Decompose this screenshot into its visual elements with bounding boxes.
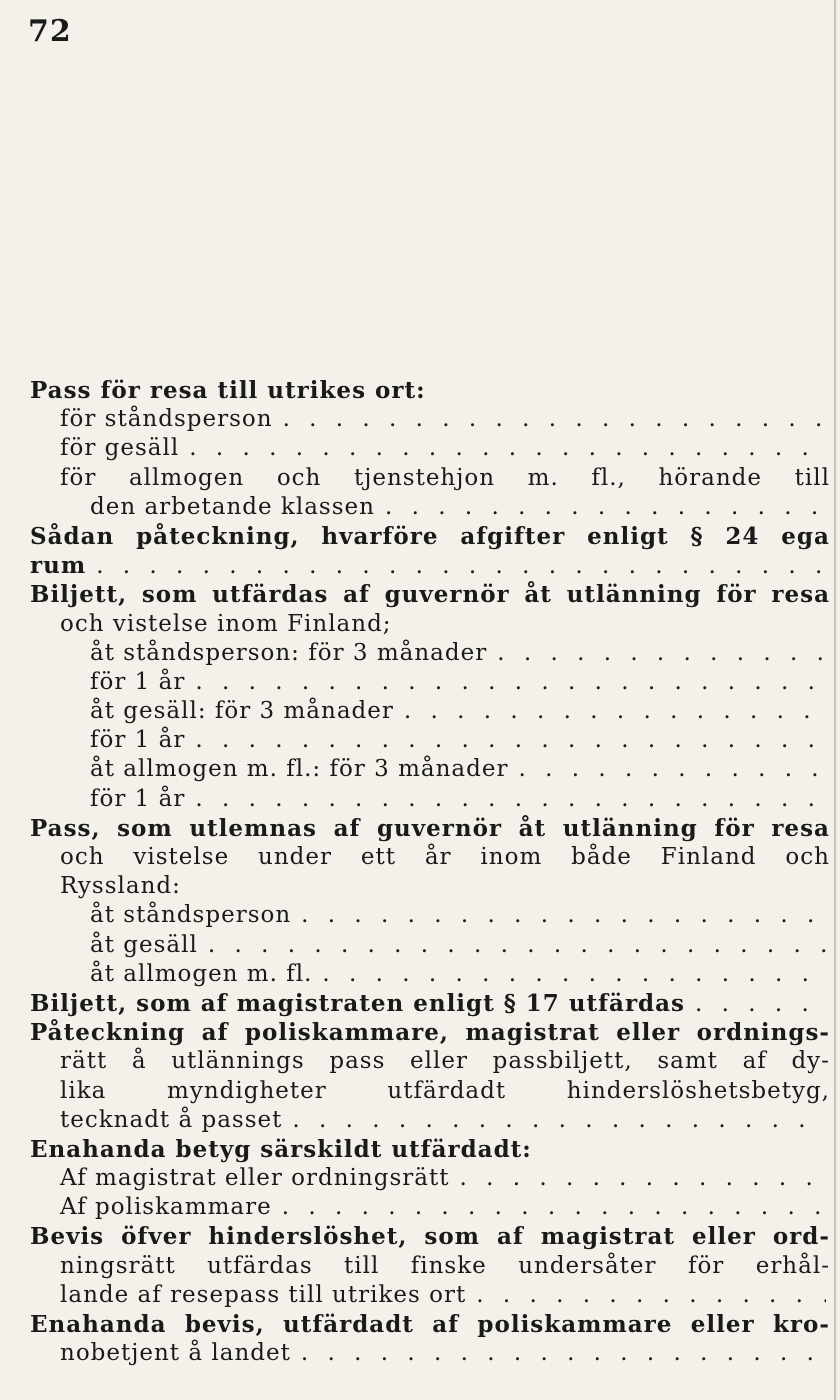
text-line <box>30 989 830 1018</box>
page-edge <box>834 0 836 1400</box>
line-text: och vistelse inom Finland; <box>60 610 392 637</box>
line-text: ningsrätt utfärdas till finske undersåter för erhål- <box>60 1252 830 1279</box>
text-line <box>30 1310 830 1339</box>
text-line <box>30 755 830 784</box>
dot-leader <box>189 434 826 463</box>
text-line <box>30 551 830 580</box>
dot-leader <box>497 639 826 668</box>
line-text: åt allmogen m. fl.: för 3 månader <box>90 756 509 783</box>
line-text: tecknadt å passet <box>60 1106 283 1133</box>
text-line <box>30 522 830 551</box>
text-line <box>30 668 830 697</box>
text-line <box>30 434 830 463</box>
dot-leader <box>282 1193 826 1222</box>
text-line <box>30 697 830 726</box>
dot-leader <box>695 990 826 1019</box>
text-line <box>30 931 830 960</box>
text-line <box>30 843 830 872</box>
text-line <box>30 726 830 755</box>
text-line <box>30 814 830 843</box>
text-line <box>30 1164 830 1193</box>
dot-leader <box>195 785 826 814</box>
line-text: Pass, som utlemnas af guvernör åt utlänning för resa <box>30 814 830 842</box>
line-text: Bevis öfver hinderslöshet, som af magistrat eller ord- <box>30 1223 830 1251</box>
text-line <box>30 960 830 989</box>
text-line <box>30 1252 830 1281</box>
dot-leader <box>96 552 826 581</box>
line-text: för gesäll <box>60 435 180 462</box>
text-line <box>30 1339 830 1368</box>
line-text: för ståndsperson <box>60 406 273 433</box>
dot-leader <box>459 1164 826 1193</box>
text-line <box>30 1135 830 1164</box>
line-text: Biljett, som utfärdas af guvernör åt utlänning för resa <box>30 581 830 609</box>
text-line <box>30 493 830 522</box>
line-text: för allmogen och tjenstehjon m. fl., hörande till <box>60 464 830 491</box>
line-text: åt ståndsperson: för 3 månader <box>90 639 488 666</box>
text-line <box>30 376 830 405</box>
text-line <box>30 1281 830 1310</box>
line-text: Pass för resa till utrikes ort: <box>30 377 426 404</box>
line-text: lika myndigheter utfärdadt hinderslöshetsbetyg, <box>60 1077 830 1104</box>
dot-leader <box>283 405 826 434</box>
dot-leader <box>301 1339 826 1368</box>
line-text: den arbetande klassen <box>90 493 375 520</box>
dot-leader <box>322 960 826 989</box>
dot-leader <box>404 697 826 726</box>
text-line <box>30 1077 830 1106</box>
line-text: Påteckning af poliskammare, magistrat eller ordnings- <box>30 1019 830 1047</box>
text-line <box>30 1193 830 1222</box>
dot-leader <box>208 931 826 960</box>
text-line <box>30 464 830 493</box>
line-text: åt gesäll <box>90 931 198 958</box>
dot-leader <box>385 493 826 522</box>
line-text: Ryssland: <box>60 873 181 900</box>
dot-leader <box>301 901 826 930</box>
text-line <box>30 872 830 901</box>
dot-leader <box>476 1281 826 1310</box>
line-text: åt allmogen m. fl. <box>90 960 313 987</box>
text-line <box>30 610 830 639</box>
line-text: Sådan påteckning, hvarföre afgifter enligt § 24 ega <box>30 522 830 550</box>
line-text: Enahanda betyg särskildt utfärdadt: <box>30 1135 532 1163</box>
text-line <box>30 1222 830 1251</box>
text-line <box>30 1106 830 1135</box>
text-line <box>30 1047 830 1076</box>
line-text: rätt å utlännings pass eller passbiljett, samt af dy- <box>60 1048 830 1075</box>
line-text: Af magistrat eller ordningsrätt <box>60 1165 450 1192</box>
text-line <box>30 405 830 434</box>
text-line <box>30 580 830 609</box>
line-text: åt gesäll: för 3 månader <box>90 698 394 725</box>
line-text: för 1 år <box>90 785 186 812</box>
text-line <box>30 785 830 814</box>
dot-leader <box>292 1106 826 1135</box>
page-number: 72 <box>28 14 72 49</box>
line-text: och vistelse under ett år inom både Finland och <box>60 844 830 870</box>
line-text: Enahanda bevis, utfärdadt af poliskammare eller kro- <box>30 1311 830 1338</box>
line-text: för 1 år <box>90 727 186 754</box>
line-text: lande af resepass till utrikes ort <box>60 1281 467 1308</box>
text-line <box>30 901 830 930</box>
line-text: Biljett, som af magistraten enligt § 17 utfärdas <box>30 989 685 1017</box>
text-line <box>30 639 830 668</box>
dot-leader <box>195 726 826 755</box>
document-body <box>30 376 830 1368</box>
line-text: åt ståndsperson <box>90 902 292 929</box>
dot-leader <box>195 668 826 697</box>
dot-leader <box>518 755 826 784</box>
line-text: rum <box>30 552 87 580</box>
line-text: Af poliskammare <box>60 1194 272 1221</box>
line-text: för 1 år <box>90 668 186 695</box>
line-text: nobetjent å landet <box>60 1340 291 1367</box>
text-line <box>30 1018 830 1047</box>
